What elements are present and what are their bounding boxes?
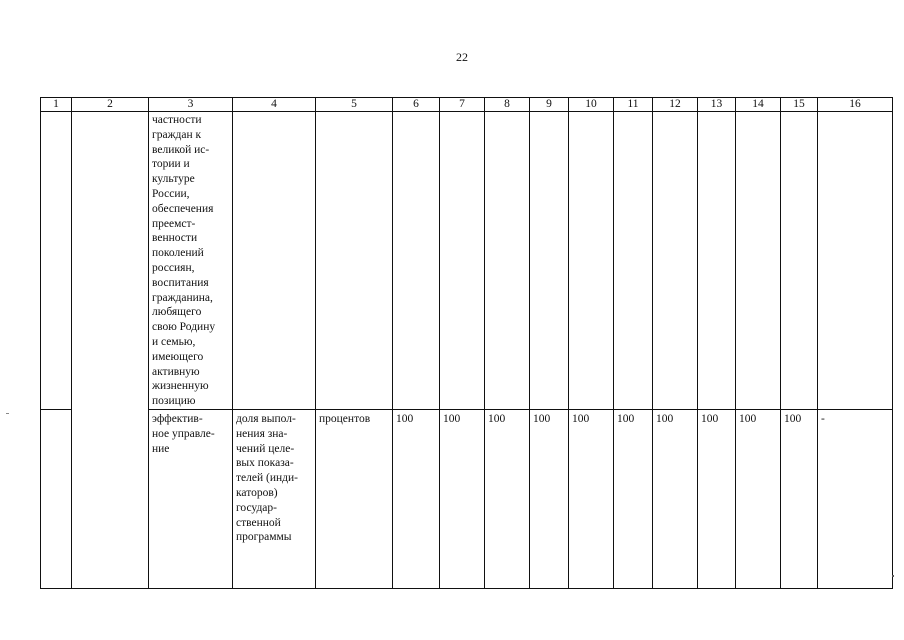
col-number-cell: 3 — [149, 98, 233, 112]
value-cell: 100 — [485, 410, 530, 589]
value-cell: 100 — [440, 410, 485, 589]
goal-cell — [149, 112, 233, 410]
col-number-cell: 15 — [781, 98, 818, 112]
value-cell — [440, 112, 485, 410]
goal-line: воспитания — [152, 276, 209, 289]
indicator-line: каторов) — [236, 486, 278, 499]
goal-line: тории и — [152, 158, 190, 171]
col-number-cell: 14 — [736, 98, 781, 112]
goal-line: обеспечения — [152, 202, 214, 215]
value-cell: 100 — [393, 410, 440, 589]
value-cell — [530, 112, 569, 410]
goal-line: частности — [152, 114, 202, 126]
goal-line: свою Родину — [152, 321, 216, 334]
col-number-cell: 9 — [530, 98, 569, 112]
value-cell: 100 — [698, 410, 736, 589]
note-cell — [818, 112, 893, 410]
goal-line: любящего — [152, 306, 202, 319]
indicator-line: государ- — [236, 501, 277, 514]
col-number-cell: 11 — [614, 98, 653, 112]
indicator-cell — [233, 410, 316, 589]
value-cell — [653, 112, 698, 410]
indicator-line: программы — [236, 531, 292, 544]
note-cell: - — [818, 410, 893, 589]
value-cell: 100 — [781, 410, 818, 589]
col-number-cell: 6 — [393, 98, 440, 112]
scan-mark — [6, 413, 9, 414]
value-cell — [736, 112, 781, 410]
value-cell: 100 — [569, 410, 614, 589]
goal-line: ние — [152, 442, 170, 455]
indicator-line: ственной — [236, 516, 281, 529]
goal-line: России, — [152, 187, 190, 200]
col-number-cell: 4 — [233, 98, 316, 112]
value-cell — [393, 112, 440, 410]
unit-cell: процентов — [316, 410, 393, 589]
column-number-row — [41, 98, 893, 112]
col-number-cell: 10 — [569, 98, 614, 112]
col-number-cell: 16 — [818, 98, 893, 112]
goal-cell — [149, 410, 233, 589]
goal-line: поколений — [152, 247, 204, 260]
indicator-line: нения зна- — [236, 427, 288, 440]
row-number-cell — [41, 112, 72, 410]
value-cell: 100 — [653, 410, 698, 589]
indicator-line: чений целе- — [236, 442, 295, 455]
value-cell: 100 — [614, 410, 653, 589]
col-number-cell: 5 — [316, 98, 393, 112]
value-cell — [781, 112, 818, 410]
table-row — [41, 112, 893, 410]
indicator-cell — [233, 112, 316, 410]
goal-line: преемст- — [152, 217, 196, 230]
page-number: 22 — [456, 50, 468, 64]
goal-line: венности — [152, 232, 198, 245]
goal-line: великой ис- — [152, 143, 210, 156]
col-number-cell: 13 — [698, 98, 736, 112]
row-number-cell — [41, 410, 72, 589]
goal-line: позицию — [152, 395, 196, 408]
goal-line: и семью, — [152, 335, 196, 348]
col-number-cell: 12 — [653, 98, 698, 112]
unit-cell — [316, 112, 393, 410]
goal-line: жизненную — [152, 380, 209, 393]
value-cell: 100 — [736, 410, 781, 589]
goal-line: россиян, — [152, 261, 195, 274]
goal-line: культуре — [152, 173, 195, 186]
col-number-cell: 8 — [485, 98, 530, 112]
goal-line: граждан к — [152, 128, 202, 141]
indicator-line: телей (инди- — [236, 472, 298, 485]
value-cell — [485, 112, 530, 410]
value-cell — [614, 112, 653, 410]
col-number-cell: 1 — [41, 98, 72, 112]
col-number-cell: 2 — [72, 98, 149, 112]
goal-line: ное управле- — [152, 427, 215, 440]
indicator-line: вых показа- — [236, 457, 294, 470]
value-cell — [698, 112, 736, 410]
goal-line: эффектив- — [152, 413, 203, 425]
program-name-cell — [72, 112, 149, 589]
col-number-cell: 7 — [440, 98, 485, 112]
value-cell: 100 — [530, 410, 569, 589]
table-row — [41, 410, 893, 589]
goal-line: имеющего — [152, 350, 204, 363]
scan-mark — [892, 575, 894, 577]
indicators-table — [40, 97, 893, 589]
goal-line: активную — [152, 365, 200, 378]
value-cell — [569, 112, 614, 410]
indicator-line: доля выпол- — [236, 413, 296, 425]
goal-line: гражданина, — [152, 291, 213, 304]
